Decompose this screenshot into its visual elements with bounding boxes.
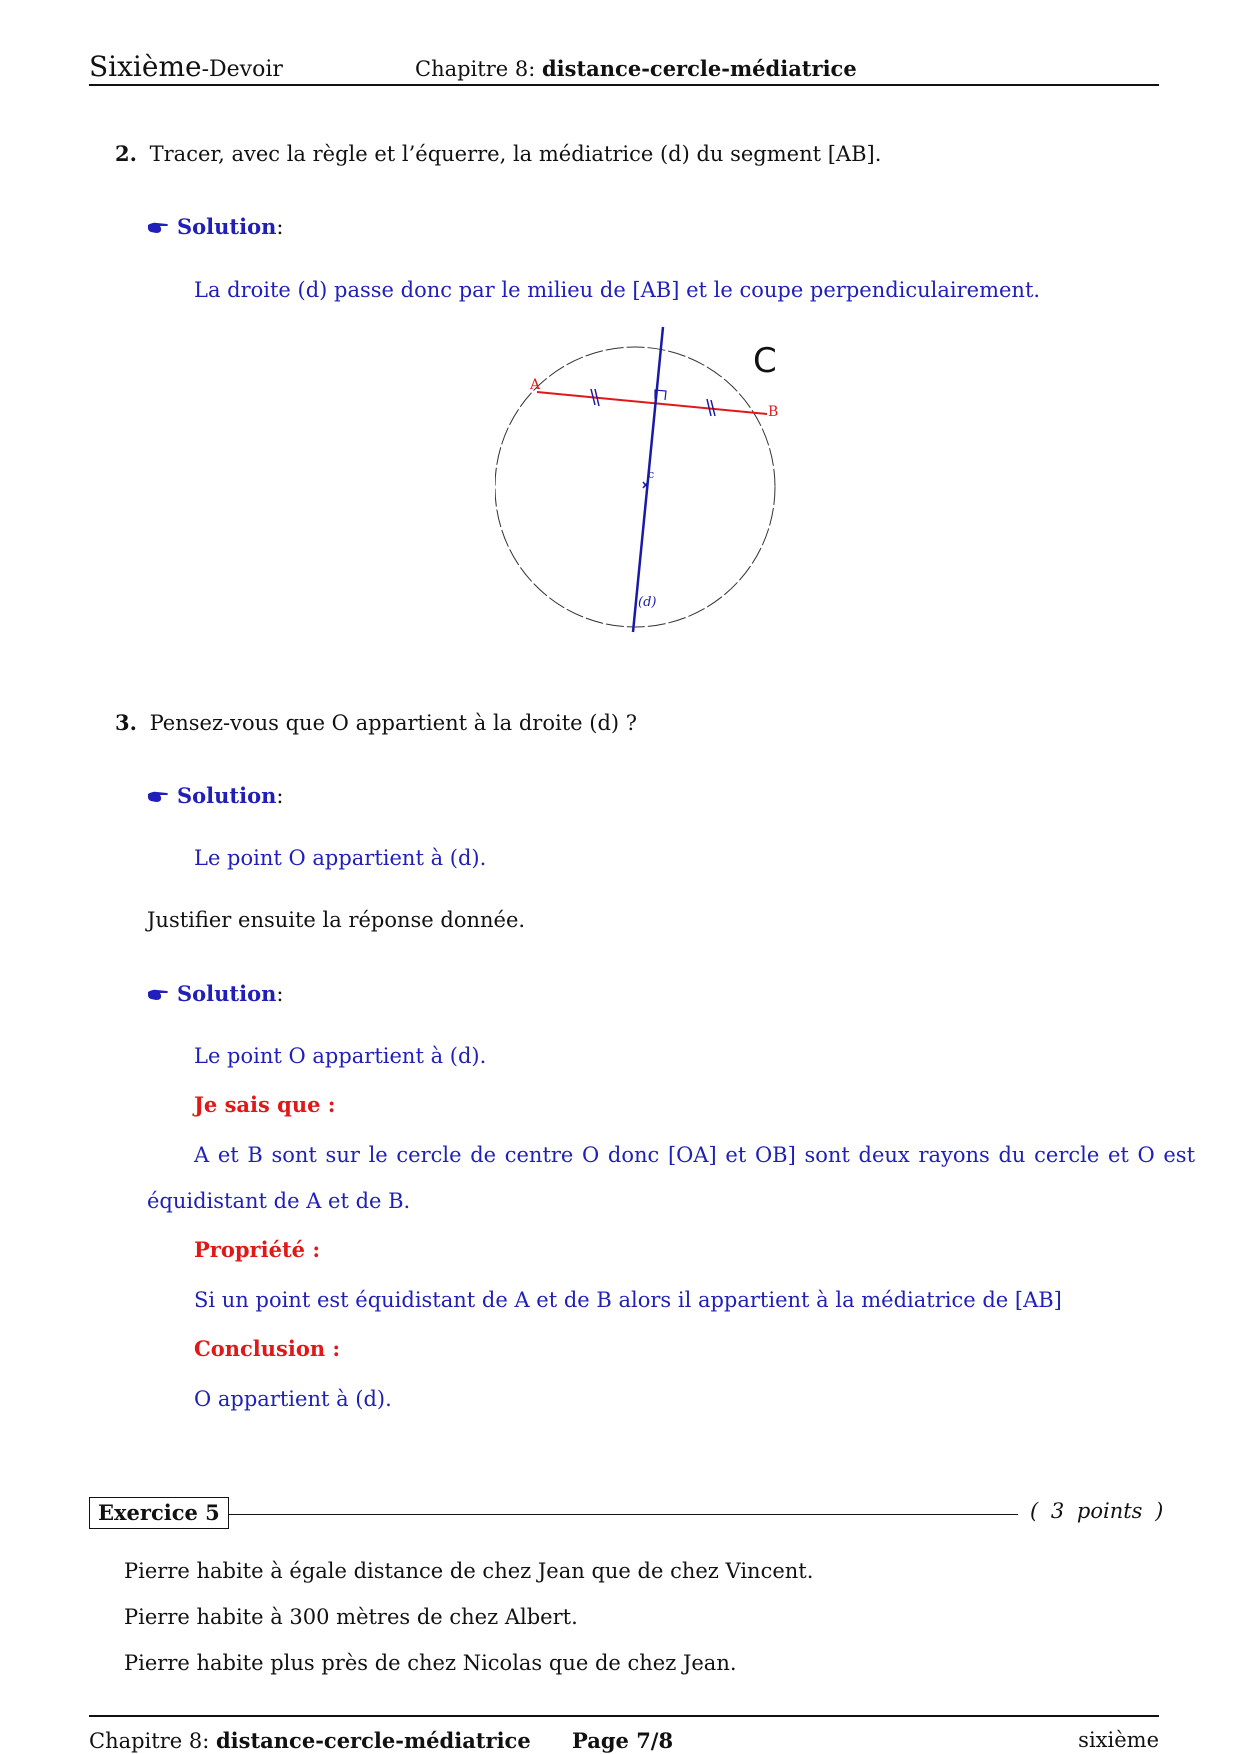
header-left	[89, 50, 283, 83]
header-doc-type: -Devoir	[201, 57, 283, 82]
conclusion-heading: Conclusion :	[194, 1336, 341, 1361]
solution-label: Solution	[177, 214, 277, 239]
header-rule	[89, 84, 1159, 86]
pointing-hand-icon	[147, 219, 169, 235]
justify-instruction: Justifier ensuite la réponse donnée.	[147, 908, 526, 932]
header-chapter	[415, 56, 857, 81]
conclusion-text: O appartient à (d).	[194, 1387, 392, 1411]
solution-label: Solution	[177, 981, 277, 1006]
exercise-5-line-2: Pierre habite à 300 mètres de chez Albert.	[124, 1605, 578, 1629]
propriete-heading: Propriété :	[194, 1237, 321, 1262]
question-3	[115, 710, 637, 736]
solution-text-q3-1: Le point O appartient à (d).	[194, 846, 487, 870]
solution-colon: :	[276, 215, 284, 239]
label-d: (d)	[638, 595, 657, 610]
label-circle-c: C	[753, 341, 777, 381]
mediatrice-figure	[495, 322, 805, 642]
footer-rule	[89, 1715, 1159, 1717]
footer-chapter-title: distance-cercle-médiatrice	[215, 1728, 531, 1753]
reasoning-line-1: A et B sont sur le cercle de centre O donc [OA] et OB] sont deux rayons du cercle et O est	[194, 1143, 1196, 1167]
exercise-5-line-1: Pierre habite à égale distance de chez Jean que de chez Vincent.	[124, 1559, 814, 1583]
solution-heading-q3-2	[147, 981, 283, 1006]
solution-heading-q3-1	[147, 783, 283, 808]
solution-text-q2: La droite (d) passe donc par le milieu de [AB] et le coupe perpendiculairement.	[194, 278, 1041, 302]
reasoning-line-2: équidistant de A et de B.	[147, 1189, 411, 1213]
pointing-hand-icon	[147, 788, 169, 804]
exercise-5-rule	[228, 1514, 1018, 1515]
question-3-number: 3.	[115, 710, 137, 735]
question-2	[115, 141, 881, 167]
solution-colon: :	[276, 982, 284, 1006]
label-a: A	[530, 377, 541, 393]
question-3-text: Pensez-vous que O appartient à la droite (d) ?	[149, 711, 638, 735]
exercise-5-points: ( 3 points )	[1030, 1499, 1164, 1523]
solution-text-q3-2: Le point O appartient à (d).	[194, 1044, 487, 1068]
exercise-5-line-3: Pierre habite plus près de chez Nicolas que de chez Jean.	[124, 1651, 737, 1675]
exercise-5-title: Exercice 5	[89, 1497, 229, 1529]
solution-label: Solution	[177, 783, 277, 808]
label-center-c: c	[648, 468, 655, 481]
solution-heading-q2	[147, 214, 283, 239]
label-b: B	[768, 404, 779, 420]
question-2-text: Tracer, avec la règle et l’équerre, la médiatrice (d) du segment [AB].	[149, 142, 882, 166]
footer-level: sixième	[1078, 1728, 1159, 1752]
footer-chapter-prefix: Chapitre 8:	[89, 1729, 210, 1753]
propriete-text: Si un point est équidistant de A et de B alors il appartient à la médiatrice de [AB]	[194, 1288, 1062, 1312]
header-chapter-prefix: Chapitre 8:	[415, 57, 536, 81]
question-2-number: 2.	[115, 141, 137, 166]
solution-colon: :	[276, 784, 284, 808]
header-level: Sixième	[89, 50, 202, 83]
footer-chapter	[89, 1728, 531, 1753]
footer-page-number: Page 7/8	[572, 1728, 674, 1753]
pointing-hand-icon	[147, 986, 169, 1002]
je-sais-que-heading: Je sais que :	[194, 1092, 336, 1117]
segment-ab	[537, 392, 767, 414]
header-chapter-title: distance-cercle-médiatrice	[541, 56, 857, 81]
